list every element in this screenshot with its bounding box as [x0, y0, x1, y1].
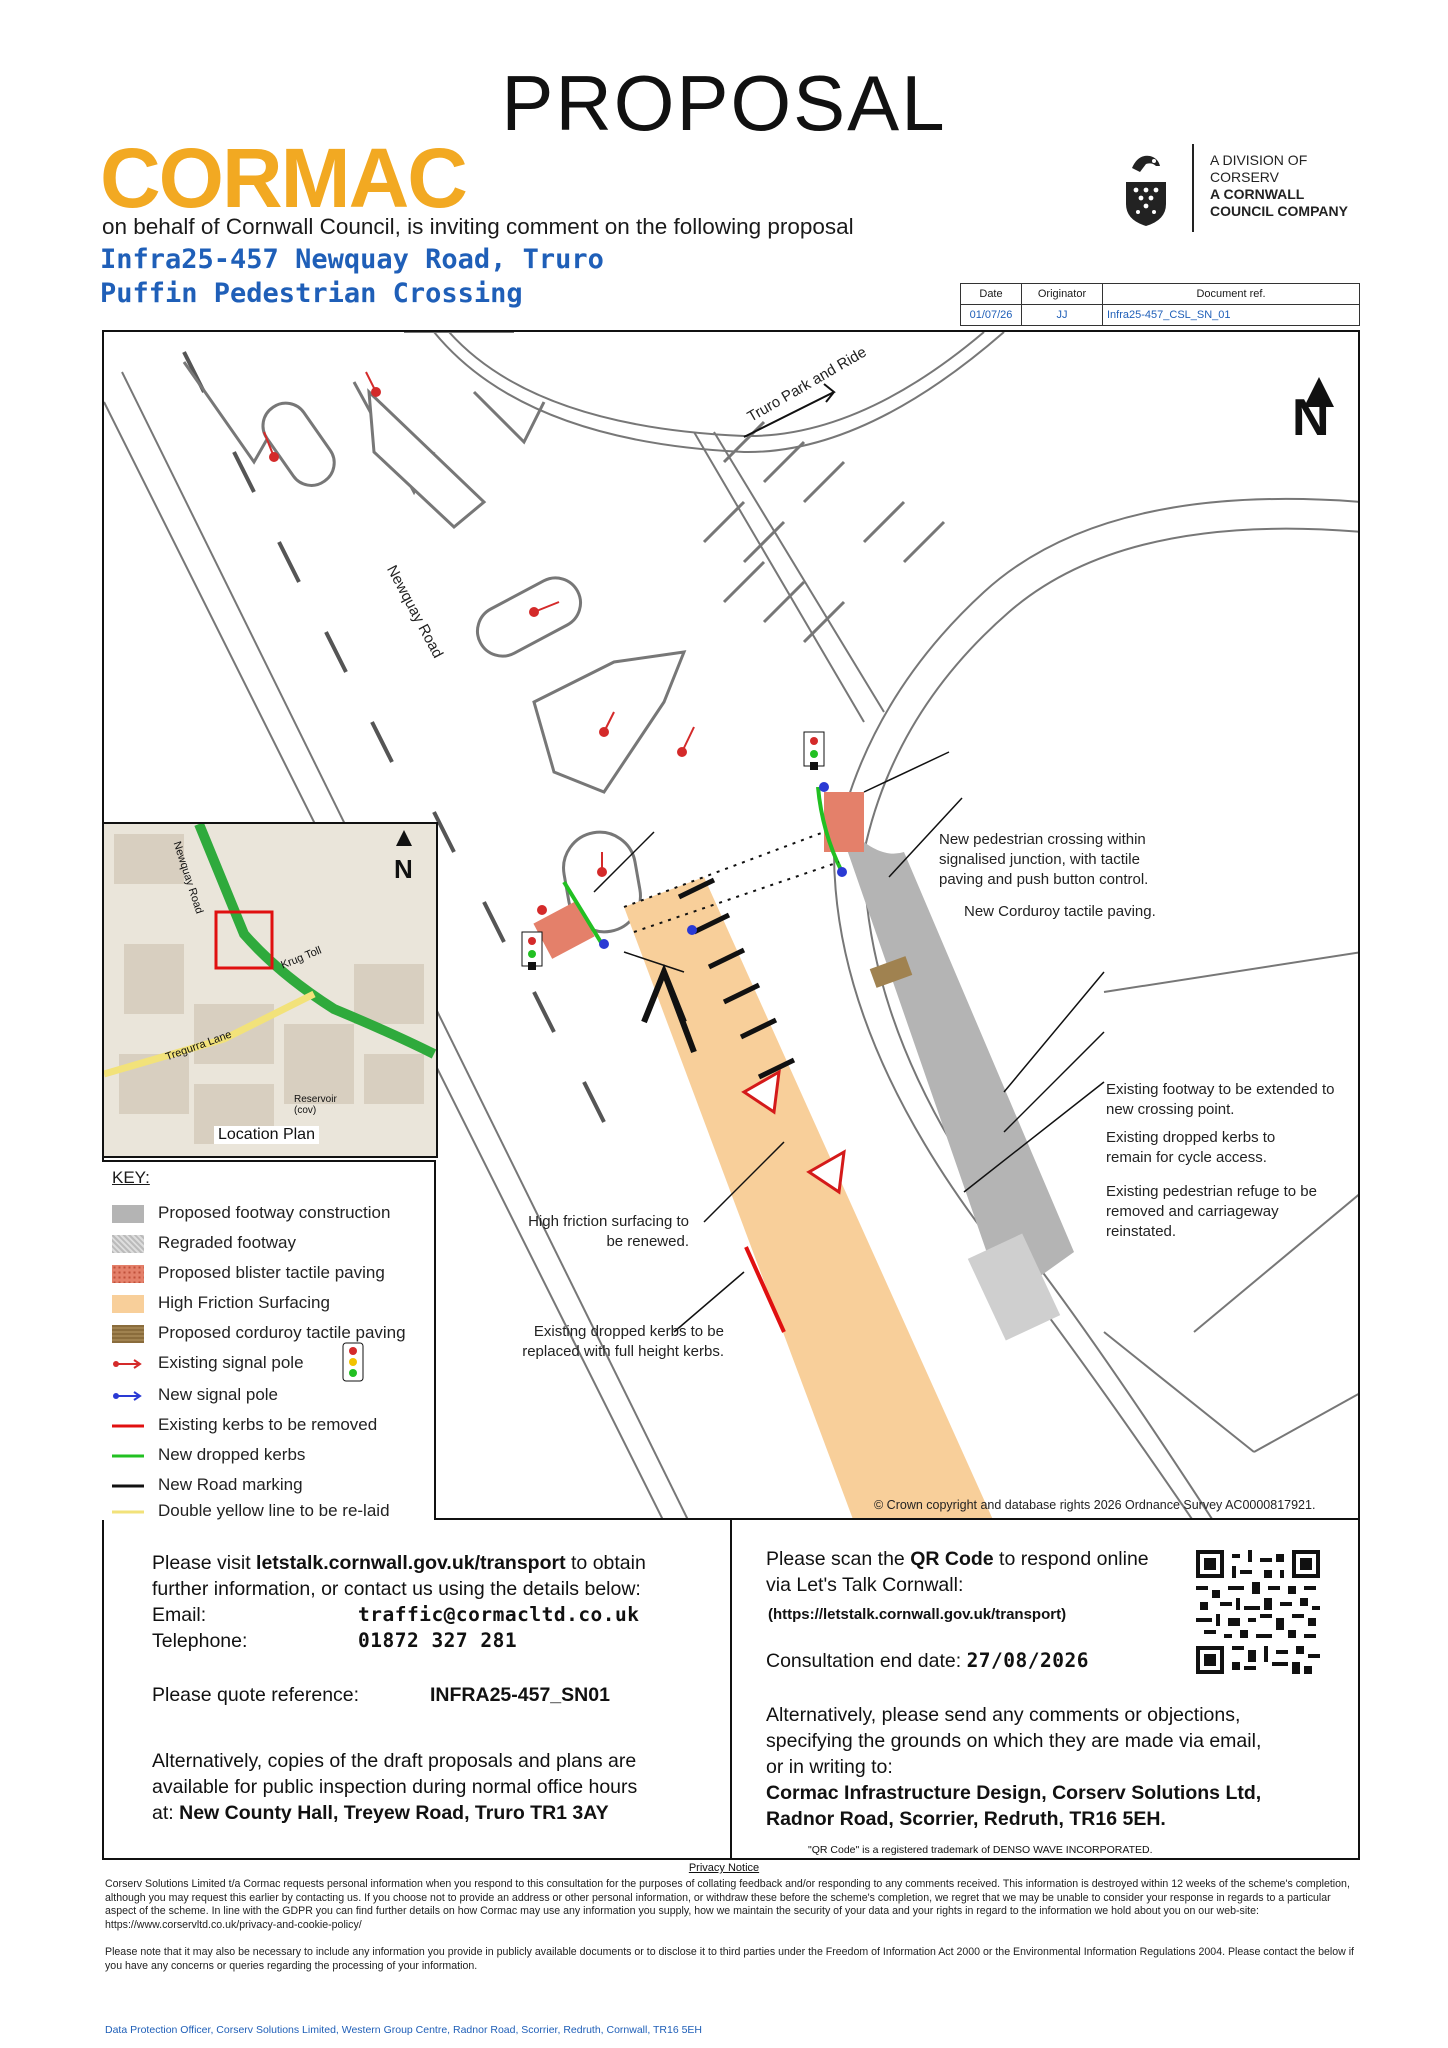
location-plan [104, 822, 438, 1158]
legend-item [112, 1202, 390, 1224]
consultation-end [766, 1648, 1089, 1674]
objection-line2: specifying the grounds on which they are made via email, [766, 1730, 1262, 1752]
note-footway-extended: Existing footway to be extended to new crossing point. [1106, 1081, 1335, 1118]
email-link[interactable]: traffic@cormacltd.co.uk [358, 1603, 640, 1626]
logo-divider [1192, 144, 1194, 232]
legend-item [112, 1384, 278, 1406]
legend-swatch [112, 1235, 144, 1253]
quote-reference: INFRA25-457_SN01 [430, 1684, 610, 1706]
cormac-logo: CORMAC [100, 131, 466, 225]
note-dropped-kerbs-replaced: Existing dropped kerbs to be replaced with full height kerbs. [522, 1323, 724, 1360]
scan-line2: via Let's Talk Cornwall: [766, 1574, 964, 1596]
postal-address-line1: Cormac Infrastructure Design, Corserv Solutions Ltd, [766, 1782, 1262, 1804]
location-plan-north: N [394, 854, 413, 884]
visit-post: to obtain [565, 1552, 646, 1574]
scan-post: to respond online [993, 1548, 1149, 1570]
legend-label: Proposed footway construction [158, 1203, 391, 1222]
note-new-crossing: New pedestrian crossing within signalised junction, with tactile paving and push button control. [939, 831, 1149, 888]
road-label-newquay: Newquay Road [383, 562, 447, 662]
note-corduroy: New Corduroy tactile paving. [964, 903, 1156, 920]
originator-value: JJ [1022, 305, 1103, 326]
legend-item [112, 1232, 296, 1254]
scan-text [766, 1546, 1186, 1598]
corserv-logo-text [1210, 152, 1348, 220]
legend-label: Proposed blister tactile paving [158, 1263, 385, 1282]
legend [102, 1160, 436, 1520]
visit-line2: further information, or contact us using the details below: [152, 1578, 641, 1600]
originator-header: Originator [1022, 284, 1103, 305]
legend-swatch [112, 1417, 144, 1435]
telephone-number[interactable]: 01872 327 281 [358, 1629, 518, 1652]
legend-swatch [112, 1325, 144, 1343]
privacy-paragraph-1: Corserv Solutions Limited t/a Cormac requests personal information when you respond to this consultation for the purposes of collating feedback and/or responding to any comments received. This information is destroyed within 12 weeks of the scheme's completion, although you may request this earlier by contacting us. If you choose not to provide an address or other personal information, or withdraw these before the scheme's completion, we regret that we may be unable to consider your response in regards to a particular aspect of the scheme. In line with the GDPR you can find further details on how Cormac may use any information you supply, how we maintain the security of your data and your rights in regard to the information we hold about you on our web-site: https://www.corservltd.co.uk/privacy-and-cookie-policy/ [105, 1878, 1350, 1931]
location-label-krug: Krug Toll [279, 944, 324, 972]
legend-item [112, 1474, 303, 1496]
location-plan-map [104, 824, 436, 1158]
scheme-name: Puffin Pedestrian Crossing [100, 278, 523, 309]
legend-swatch [112, 1205, 144, 1223]
corserv-line4: COUNCIL COMPANY [1210, 203, 1348, 219]
end-date-label: Consultation end date: [766, 1650, 967, 1672]
legend-label: New dropped kerbs [158, 1445, 306, 1464]
legend-label: Double yellow line to be re-laid [158, 1501, 390, 1520]
legend-label: New signal pole [158, 1385, 279, 1404]
legend-item [112, 1352, 304, 1374]
location-label-reservoir: Reservoir (cov) [294, 1094, 337, 1116]
inspection-line3-pre: at: [152, 1802, 180, 1824]
legend-label: Proposed corduroy tactile paving [158, 1323, 406, 1342]
document-info-table [960, 283, 1360, 326]
cornwall-crest-icon [1118, 146, 1174, 230]
note-dropped-kerbs-remain: Existing dropped kerbs to remain for cycle access. [1106, 1129, 1276, 1166]
objection-line1: Alternatively, please send any comments or objections, [766, 1704, 1241, 1726]
legend-item [112, 1292, 330, 1314]
intro-text: on behalf of Cornwall Council, is inviting comment on the following proposal [102, 214, 854, 239]
legend-swatch [112, 1265, 144, 1283]
corserv-line3: A CORNWALL [1210, 186, 1305, 202]
legend-label: Existing signal pole [158, 1353, 304, 1372]
scan-bold: QR Code [910, 1548, 994, 1570]
new-signal-pole-icon [112, 1387, 144, 1405]
quote-label: Please quote reference: [152, 1684, 360, 1706]
legend-label: New Road marking [158, 1475, 303, 1494]
legend-swatch [112, 1477, 144, 1495]
scheme-reference: Infra25-457 Newquay Road, Truro [100, 244, 604, 275]
inspection-line1: Alternatively, copies of the draft proposals and plans are [152, 1750, 637, 1772]
date-value: 01/07/26 [961, 305, 1022, 326]
inspection-text [152, 1748, 722, 1826]
note-high-friction: High friction surfacing to be renewed. [528, 1213, 689, 1250]
note-refuge-removed: Existing pedestrian refuge to be removed and carriageway reinstated. [1106, 1183, 1317, 1240]
email-label: Email: [152, 1604, 207, 1626]
traffic-light-icon [342, 1342, 364, 1387]
date-header: Date [961, 284, 1022, 305]
legend-item [112, 1414, 377, 1436]
visit-pre: Please visit [152, 1552, 257, 1574]
legend-swatch [112, 1295, 144, 1313]
location-label-tregurra: Tregurra Lane [164, 1028, 234, 1064]
objection-text [766, 1702, 1346, 1832]
legend-label: High Friction Surfacing [158, 1293, 330, 1312]
os-copyright: © Crown copyright and database rights 2026 Ordnance Survey AC0000817921. [874, 1498, 1316, 1512]
legend-label: Existing kerbs to be removed [158, 1415, 378, 1434]
privacy-paragraph-2: Please note that it may also be necessary to include any information you provide in publicly available documents or to disclose it to third parties under the Freedom of Information Act 2000 or the Environmental Information Regulations 2004. Please contact the below if you have any concerns or queries regarding the processing of your information. [105, 1946, 1354, 1972]
objection-line3: or in writing to: [766, 1756, 893, 1778]
north-label: N [1292, 389, 1330, 447]
legend-item [112, 1444, 305, 1466]
existing-signal-pole-icon [112, 1355, 144, 1373]
legend-item [112, 1322, 406, 1344]
legend-label: Regraded footway [158, 1233, 296, 1252]
legend-item [112, 1500, 390, 1522]
location-plan-title: Location Plan [214, 1126, 319, 1144]
docref-value: Infra25-457_CSL_SN_01 [1103, 305, 1360, 326]
letstalk-url[interactable]: (https://letstalk.cornwall.gov.uk/transport) [768, 1606, 1067, 1623]
corserv-line1: A DIVISION OF [1210, 152, 1308, 168]
scan-pre: Please scan the [766, 1548, 911, 1570]
docref-header: Document ref. [1103, 284, 1360, 305]
qr-code-icon[interactable] [1196, 1550, 1320, 1674]
location-label-newquay: Newquay Road [170, 840, 206, 916]
privacy-title: Privacy Notice [688, 1862, 760, 1874]
privacy-text [105, 1878, 1360, 1973]
postal-address-line2: Radnor Road, Scorrier, Redruth, TR16 5EH. [766, 1808, 1166, 1830]
page-title: PROPOSAL [501, 59, 947, 147]
end-date-value: 27/08/2026 [966, 1649, 1089, 1672]
data-protection-officer: Data Protection Officer, Corserv Solutions Limited, Western Group Centre, Radnor Road, Scorrier, Redruth, Cornwall, TR16 5EH [105, 2024, 703, 2036]
visit-text [152, 1550, 712, 1602]
legend-item [112, 1262, 385, 1284]
letstalk-link[interactable]: letstalk.cornwall.gov.uk/transport [256, 1552, 566, 1574]
panel-divider [730, 1520, 732, 1860]
inspection-address: New County Hall, Treyew Road, Truro TR1 3AY [179, 1802, 609, 1824]
road-label-park-ride: Truro Park and Ride [744, 343, 870, 426]
legend-swatch [112, 1503, 144, 1521]
legend-swatch [112, 1447, 144, 1465]
legend-title: KEY: [112, 1168, 150, 1187]
corserv-line2: CORSERV [1210, 169, 1279, 185]
qr-trademark-note: "QR Code" is a registered trademark of DENSO WAVE INCORPORATED. [808, 1844, 1153, 1856]
telephone-label: Telephone: [152, 1630, 248, 1652]
inspection-line2: available for public inspection during normal office hours [152, 1776, 638, 1798]
